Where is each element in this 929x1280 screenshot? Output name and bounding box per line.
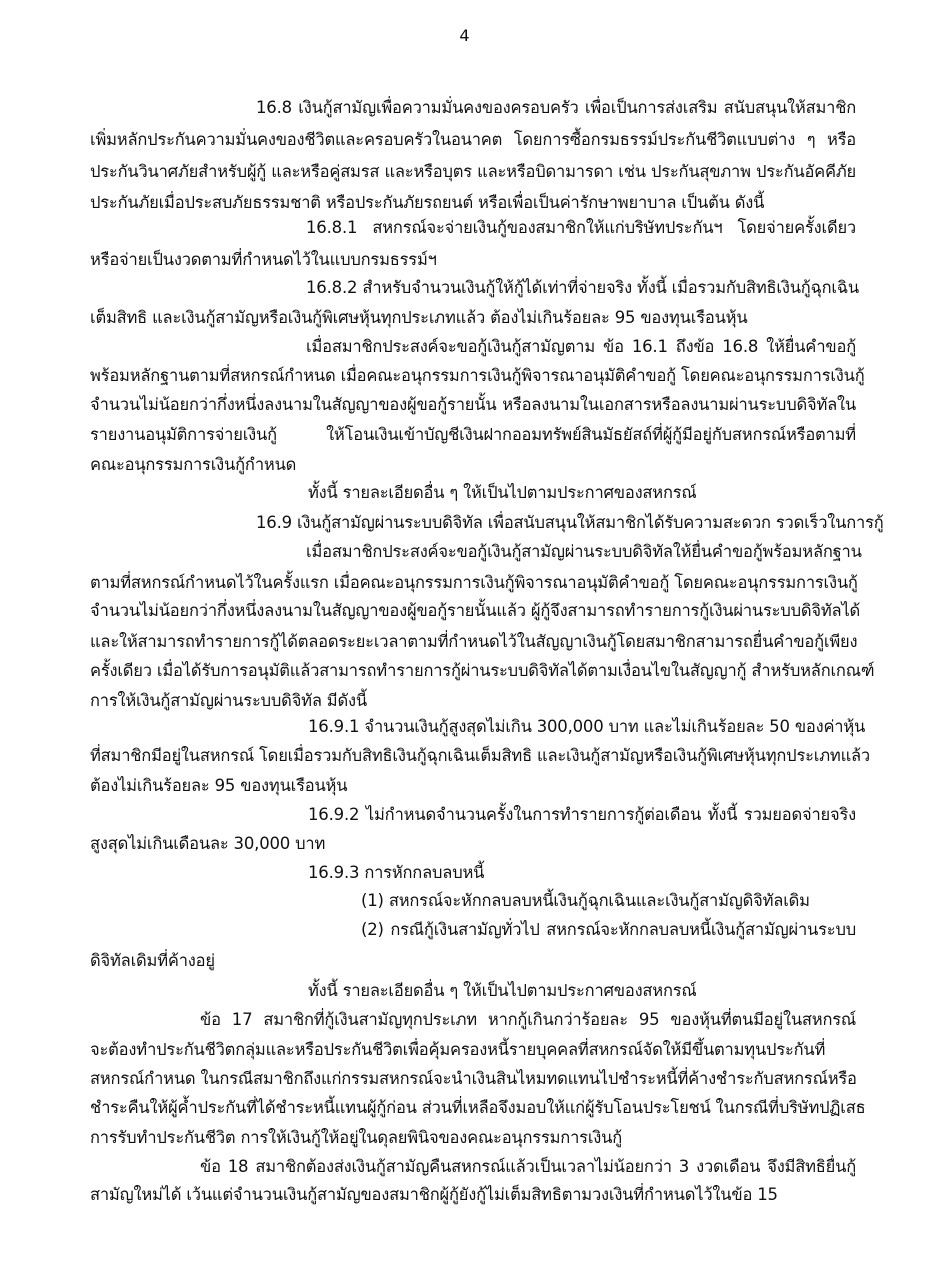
offset-item-1: (1) สหกรณ์จะหักกลบลบหนี้เงินกู้ฉุกเฉินและเงินกู้สามัญดิจิทัลเดิม — [361, 891, 810, 910]
text-line: จำนวนไม่น้อยกว่ากึ่งหนึ่งลงนามในสัญญาของผู้ขอกู้รายนั้นแล้ว ผู้กู้จึงสามารถทำรายการกู้เงินผ่านระบบดิจิทัลได้ — [90, 601, 861, 620]
text-line: เต็มสิทธิ และเงินกู้สามัญหรือเงินกู้พิเศษหุ้นทุกประเภทแล้ว ต้องไม่เกินร้อยละ 95 ของทุนเรือนหุ้น — [90, 308, 748, 327]
text-line: รายงานอนุมัติการจ่ายเงินกู้ ให้โอนเงินเข้าบัญชีเงินฝากออมทรัพย์สินมัธยัสถ์ที่ผู้กู้มีอยู่กับสหกรณ์หรือตามที่ — [90, 425, 856, 444]
text-line: ประกันภัยเมื่อประสบภัยธรรมชาติ หรือประกันภัยรถยนต์ หรือเพื่อเป็นค่ารักษาพยาบาล เป็นต้น ดังนี้ — [90, 193, 765, 212]
text-line: เพิ่มหลักประกันความมั่นคงของชีวิตและครอบครัวในอนาคต โดยการซื้อกรมธรรม์ประกันชีวิตแบบต่าง ๆ หรือ — [90, 130, 856, 149]
text-line: คณะอนุกรรมการเงินกู้กำหนด — [90, 455, 297, 474]
text-line: สหกรณ์กำหนด ในกรณีสมาชิกถึงแก่กรรมสหกรณ์จะนำเงินสินไหมทดแทนไปชำระหนี้ที่ค้างชำระกับสหกรณ์หรือ — [90, 1069, 857, 1088]
text-line: สูงสุดไม่เกินเดือนละ 30,000 บาท — [90, 834, 326, 853]
announcement-note: ทั้งนี้ รายละเอียดอื่น ๆ ให้เป็นไปตามประกาศของสหกรณ์ — [308, 483, 697, 502]
text-line: การให้เงินกู้สามัญผ่านระบบดิจิทัล มีดังนี้ — [90, 691, 367, 710]
clause-16-9-2: 16.9.2 ไม่กำหนดจำนวนครั้งในการทำรายการกู้ต่อเดือน ทั้งนี้ รวมยอดจ่ายจริง — [308, 805, 856, 824]
clause-16-9-heading: 16.9 เงินกู้สามัญผ่านระบบดิจิทัล เพื่อสนับสนุนให้สมาชิกได้รับความสะดวก รวดเร็วในการกู้ — [256, 513, 884, 532]
text-line: ครั้งเดียว เมื่อได้รับการอนุมัติแล้วสามารถทำรายการกู้ผ่านระบบดิจิทัลได้ตามเงื่อนไขในสัญญากู้ สำหรับหลักเกณฑ์ — [90, 661, 875, 680]
clause-16-8-heading: 16.8 เงินกู้สามัญเพื่อความมั่นคงของครอบครัว เพื่อเป็นการส่งเสริม สนับสนุนให้สมาชิก — [256, 98, 856, 117]
article-17: ข้อ 17 สมาชิกที่กู้เงินสามัญทุกประเภท หากกู้เกินกว่าร้อยละ 95 ของหุ้นที่ตนมีอยู่ในสหกรณ์ — [200, 1010, 856, 1029]
offset-item-2: (2) กรณีกู้เงินสามัญทั่วไป สหกรณ์จะหักกลบลบหนี้เงินกู้สามัญผ่านระบบ — [361, 920, 856, 939]
text-line: ดิจิทัลเดิมที่ค้างอยู่ — [90, 951, 215, 970]
text-line: หรือจ่ายเป็นงวดตามที่กำหนดไว้ในแบบกรมธรรม์ฯ — [90, 250, 437, 269]
text-line: พร้อมหลักฐานตามที่สหกรณ์กำหนด เมื่อคณะอนุกรรมการเงินกู้พิจารณาอนุมัติคำขอกู้ โดยคณะอนุกรรมการเงินกู้ — [90, 366, 865, 385]
article-18: ข้อ 18 สมาชิกต้องส่งเงินกู้สามัญคืนสหกรณ์แล้วเป็นเวลาไม่น้อยกว่า 3 งวดเดือน จึงมีสิทธิยื่นกู้ — [200, 1157, 856, 1176]
text-line: ชำระคืนให้ผู้ค้ำประกันที่ได้ชำระหนี้แทนผู้กู้ก่อน ส่วนที่เหลือจึงมอบให้แก่ผู้รับโอนประโยชน์ ในกรณีที่บริษัทปฏิเสธ — [90, 1098, 866, 1117]
text-line: ตามที่สหกรณ์กำหนดไว้ในครั้งแรก เมื่อคณะอนุกรรมการเงินกู้พิจารณาอนุมัติคำขอกู้ โดยคณะอนุกรรมการเงินกู้ — [90, 573, 858, 592]
clause-16-8-2: 16.8.2 สำหรับจำนวนเงินกู้ให้กู้ได้เท่าที่จ่ายจริง ทั้งนี้ เมื่อรวมกับสิทธิเงินกู้ฉุกเฉิน — [306, 278, 859, 297]
clause-16-8-1: 16.8.1 สหกรณ์จะจ่ายเงินกู้ของสมาชิกให้แก่บริษัทประกันฯ โดยจ่ายครั้งเดียว — [306, 218, 856, 237]
page-number: 4 — [459, 26, 470, 45]
text-line: ที่สมาชิกมีอยู่ในสหกรณ์ โดยเมื่อรวมกับสิทธิเงินกู้ฉุกเฉินเต็มสิทธิ และเงินกู้สามัญหรือเงินกู้พิเศษหุ้นทุกประเภทแล้ว — [90, 746, 870, 765]
announcement-note: ทั้งนี้ รายละเอียดอื่น ๆ ให้เป็นไปตามประกาศของสหกรณ์ — [308, 981, 697, 1000]
text-line: ต้องไม่เกินร้อยละ 95 ของทุนเรือนหุ้น — [90, 776, 348, 795]
text-line: จำนวนไม่น้อยกว่ากึ่งหนึ่งลงนามในสัญญาของผู้ขอกู้รายนั้น หรือลงนามในเอกสารหรือลงนามผ่านระบบดิจิทัลใน — [90, 395, 856, 414]
text-line: และให้สามารถทำรายการกู้ได้ตลอดระยะเวลาตามที่กำหนดไว้ในสัญญาเงินกู้โดยสมาชิกสามารถยื่นคำขอกู้เพียง — [90, 632, 858, 651]
clause-16-9-1: 16.9.1 จำนวนเงินกู้สูงสุดไม่เกิน 300,000 บาท และไม่เกินร้อยละ 50 ของค่าหุ้น — [308, 717, 866, 736]
text-line: ประกันวินาศภัยสำหรับผู้กู้ และหรือคู่สมรส และหรือบุตร และหรือบิดามารดา เช่น ประกันสุขภาพ ประกันอัคคีภัย — [90, 162, 856, 181]
clause-16-9-3: 16.9.3 การหักกลบลบหนี้ — [308, 863, 485, 882]
text-line: จะต้องทำประกันชีวิตกลุ่มและหรือประกันชีวิตเพื่อคุ้มครองหนี้รายบุคคลที่สหกรณ์จัดให้มีขึ้นตามทุนประกันที่ — [90, 1040, 826, 1059]
application-paragraph: เมื่อสมาชิกประสงค์จะขอกู้เงินกู้สามัญตาม ข้อ 16.1 ถึงข้อ 16.8 ให้ยื่นคำขอกู้ — [306, 337, 856, 356]
text-line: เมื่อสมาชิกประสงค์จะขอกู้เงินกู้สามัญผ่านระบบดิจิทัลให้ยื่นคำขอกู้พร้อมหลักฐาน — [306, 542, 862, 561]
text-line: สามัญใหม่ได้ เว้นแต่จำนวนเงินกู้สามัญของสมาชิกผู้กู้ยังกู้ไม่เต็มสิทธิตามวงเงินที่กำหนดไว้ในข้อ 15 — [90, 1185, 778, 1204]
text-line: การรับทำประกันชีวิต การให้เงินกู้ให้อยู่ในดุลยพินิจของคณะอนุกรรมการเงินกู้ — [90, 1128, 622, 1147]
